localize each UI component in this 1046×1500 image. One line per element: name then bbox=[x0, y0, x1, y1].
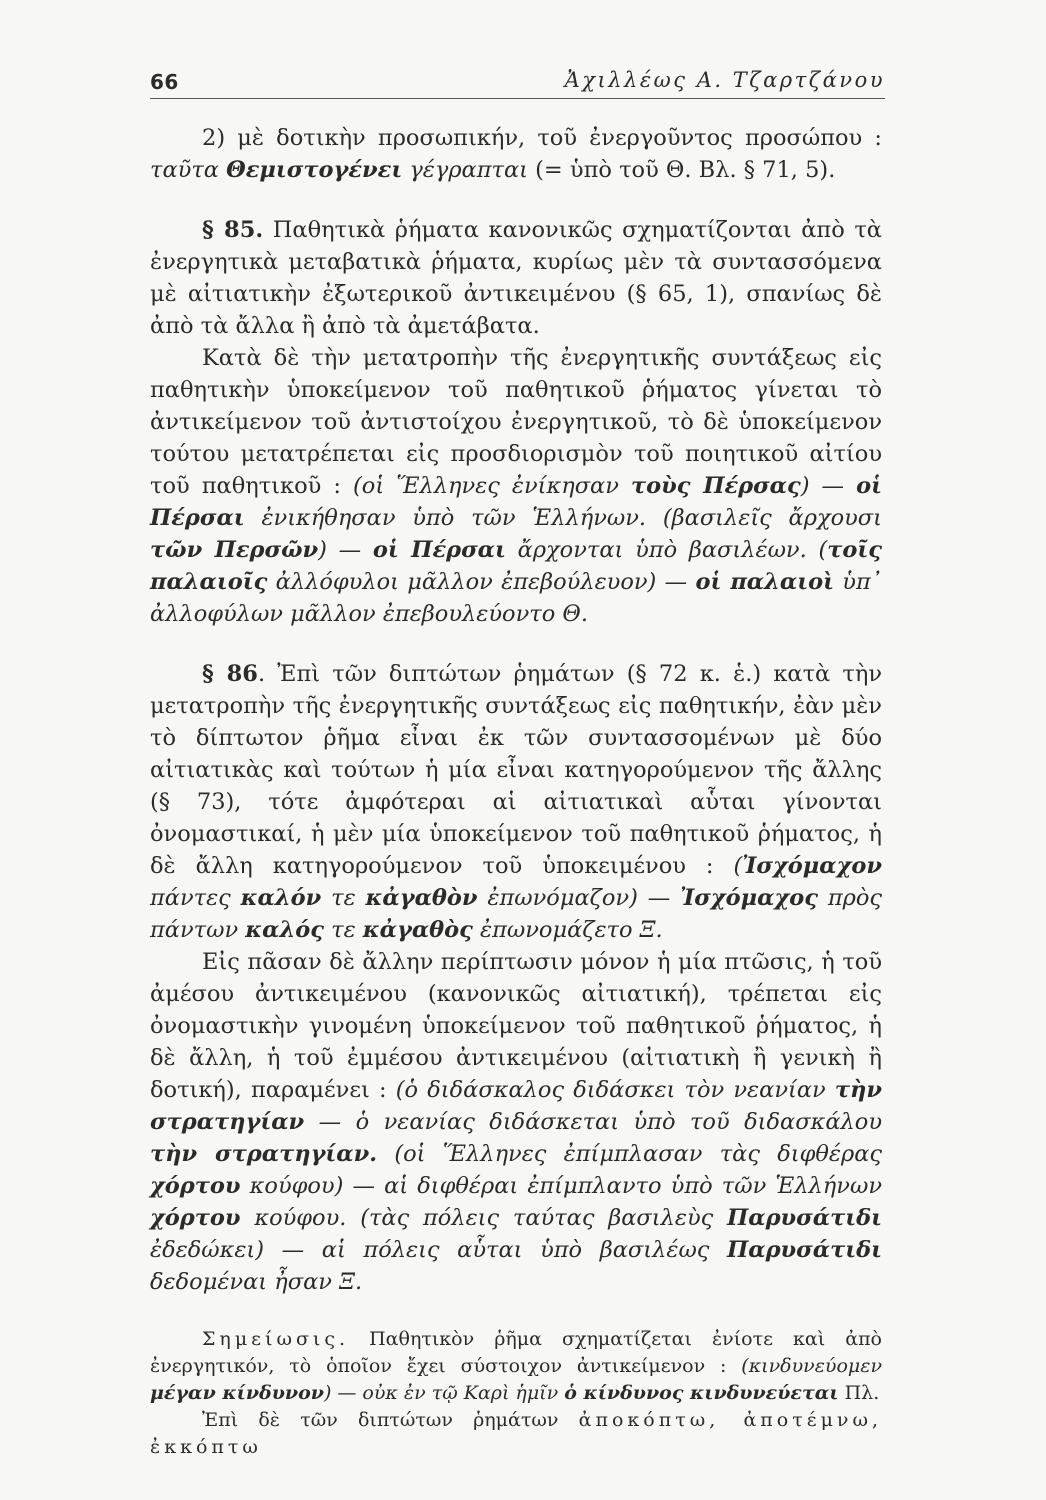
emphasized-text: Θεμιστογένει bbox=[226, 157, 403, 183]
emphasized-text: οἱ παλαιοὶ bbox=[695, 569, 834, 595]
example-text: ) — bbox=[800, 473, 857, 499]
text-run: § 86 bbox=[202, 661, 258, 687]
emphasized-text: καλόν bbox=[240, 885, 322, 911]
example-text: γέγραπται bbox=[402, 157, 528, 183]
text-run: Παθητικὰ ῥήματα κανονικῶς σχηματίζονται ἀπὸ τὰ ἐνεργητικὰ μεταβατικὰ ῥήματα, κυρίως μὲν τὰ συντασσόμενα μὲ αἰτιατικὴν ἐξωτερικοῦ ἀντικειμένου (§ 65, 1), σπανίως δὲ ἀπὸ τὰ ἄλλα ἢ ἀπὸ τὰ ἀμετάβατα. bbox=[150, 217, 882, 339]
text-run: (= ὑπὸ τοῦ Θ. Βλ. § 71, 5). bbox=[528, 157, 836, 183]
note-paragraph bbox=[150, 1407, 882, 1461]
example-text: (ὁ διδάσκαλος διδάσκει τὸν νεανίαν bbox=[395, 1077, 835, 1103]
example-text: κούφου. (τὰς πόλεις ταύτας βασιλεὺς bbox=[240, 1205, 728, 1231]
paragraph bbox=[150, 122, 882, 186]
text-run: Εἰς πᾶσαν δὲ ἄλλην περίπτωσιν μόνον ἡ μία πτῶσις, ἡ τοῦ ἀμέσου ἀντικειμένου (κανονικῶς αἰτιατική), τρέπεται εἰς ὀνομαστικὴν γινομένη ὑποκείμενον τοῦ παθητικοῦ ῥήματος, ἡ δὲ ἄλλη, ἡ τοῦ ἐμμέσου ἀντικειμένου (αἰτιατικὴ ἢ γενικὴ ἢ δοτική), παραμένει : bbox=[150, 949, 882, 1103]
emphasized-text: Ἰσχόμαχον bbox=[742, 853, 882, 879]
example-text: ( bbox=[733, 853, 743, 879]
paragraph bbox=[150, 342, 882, 630]
example-text: τε bbox=[321, 885, 366, 911]
example-text: ταῦτα bbox=[150, 157, 227, 183]
example-text: ) — bbox=[318, 537, 373, 563]
example-text: ἐπωνομάζετο Ξ. bbox=[472, 917, 663, 943]
paragraph bbox=[150, 946, 882, 1298]
text-run: Κατὰ δὲ τὴν μετατροπὴν τῆς ἐνεργητικῆς συντάξεως εἰς παθητικὴν ὑποκείμενον τοῦ παθητικοῦ ῥήματος γίνεται τὸ ἀντικείμενον τοῦ ἀντιστοίχου ἐνεργητικοῦ, τὸ δὲ ὑποκείμενον τούτου μετατρέπεται εἰς προσδιορισμὸν τοῦ ποιητικοῦ αἰτίου τοῦ παθητικοῦ : bbox=[150, 345, 882, 499]
example-text: δεδομέναι ἦσαν Ξ. bbox=[150, 1269, 363, 1295]
example-text: (οἱ Ἕλληνες ἐνίκησαν bbox=[353, 473, 631, 499]
page-number: 66 bbox=[150, 70, 179, 94]
emphasized-text: κἀγαθὸς bbox=[362, 917, 473, 943]
example-text: πρὸς πάντων bbox=[150, 885, 882, 943]
example-text: ὑπ᾽ ἀλλοφύλων μᾶλλον ἐπεβουλεύοντο Θ. bbox=[150, 569, 883, 627]
example-text: πάντες bbox=[150, 885, 241, 911]
emphasized-text: χόρτου bbox=[150, 1205, 241, 1231]
emphasized-text: τὴν στρατηγίαν bbox=[150, 1077, 882, 1135]
page-header bbox=[150, 58, 885, 99]
emphasized-text: μέγαν κίνδυνον bbox=[150, 1382, 324, 1404]
emphasized-text: Παρυσάτιδι bbox=[727, 1205, 882, 1231]
text-run: Πλ. bbox=[838, 1382, 880, 1404]
emphasized-text: ὁ κίνδυνος κινδυνεύεται bbox=[564, 1382, 839, 1404]
example-text: τε bbox=[323, 917, 363, 943]
emphasized-text: Ἰσχόμαχος bbox=[680, 885, 818, 911]
emphasized-text: Παρυσάτιδι bbox=[727, 1237, 882, 1263]
emphasized-text: τὴν στρατηγίαν. bbox=[150, 1141, 378, 1167]
text-run: § 85. bbox=[202, 217, 264, 243]
text-run: Παθητικὸν ῥῆμα σχηματίζεται ἐνίοτε καὶ ἀπὸ ἐνεργητικόν, τὸ ὁποῖον ἔχει σύστοιχον ἀντικείμενον : bbox=[150, 1328, 882, 1377]
note-paragraph bbox=[150, 1326, 882, 1407]
emphasized-text: χόρτου bbox=[150, 1173, 241, 1199]
emphasized-text: τῶν Περσῶν bbox=[150, 537, 319, 563]
example-text: ἀλλόφυλοι μᾶλλον ἐπεβούλευον) — bbox=[267, 569, 696, 595]
example-text: ἐνικήθησαν ὑπὸ τῶν Ἑλλήνων. (βασιλεῖς ἄρχουσι bbox=[244, 505, 882, 531]
section-86-paragraph bbox=[150, 658, 882, 946]
section-85-paragraph bbox=[150, 214, 882, 342]
text-run: Ἐπὶ δὲ τῶν διπτώτων ῥημάτων bbox=[202, 1409, 579, 1431]
example-text: (κινδυνεύομεν bbox=[741, 1355, 882, 1377]
example-text: ἐδεδώκει) — αἱ πόλεις αὗται ὑπὸ βασιλέως bbox=[150, 1237, 728, 1263]
text-run: ἀποκόπτω, ἀποτέμνω, ἐκκόπτω bbox=[150, 1409, 882, 1458]
example-text: ἄρχονται ὑπὸ βασιλέων. ( bbox=[505, 537, 828, 563]
emphasized-text: κἀγαθὸν bbox=[365, 885, 478, 911]
example-text: ἐπωνόμαζον) — bbox=[477, 885, 681, 911]
text-run: Σημείωσις. bbox=[202, 1328, 350, 1350]
body-text bbox=[150, 122, 882, 1461]
text-run: 2) μὲ δοτικὴν προσωπικήν, τοῦ ἐνεργοῦντος προσώπου : bbox=[202, 125, 882, 151]
example-text: κούφου) — αἱ διφθέραι ἐπίμπλαντο ὑπὸ τῶν Ἑλλήνων bbox=[240, 1173, 882, 1199]
text-run: . Ἐπὶ τῶν διπτώτων ῥημάτων (§ 72 κ. ἑ.) κατὰ τὴν μετατροπὴν τῆς ἐνεργητικῆς συντάξεως εἰς παθητικήν, ἐὰν μὲν τὸ δίπτωτον ῥῆμα εἶναι ἐκ τῶν συντασσομένων μὲ δύο αἰτιατικὰς καὶ τούτων ἡ μία εἶναι κατηγορούμενον τῆς ἄλλης (§ 73), τότε ἀμφότεραι αἱ αἰτιατικαὶ αὗται γίνονται ὀνομαστικαί, ἡ μὲν μία ὑποκείμενον τοῦ παθητικοῦ ῥήματος, ἡ δὲ ἄλλη κατηγορούμενον τοῦ ὑποκειμένου : bbox=[150, 661, 883, 879]
emphasized-text: οἱ Πέρσαι bbox=[150, 473, 883, 531]
emphasized-text: τοῖς παλαιοῖς bbox=[150, 537, 882, 595]
emphasized-text: οἱ Πέρσαι bbox=[372, 537, 506, 563]
example-text: (οἱ Ἕλληνες ἐπίμπλασαν τὰς διφθέρας bbox=[377, 1141, 882, 1167]
example-text: — ὁ νεανίας διδάσκεται ὑπὸ τοῦ διδασκάλου bbox=[304, 1109, 882, 1135]
emphasized-text: καλός bbox=[245, 917, 324, 943]
example-text: ) — οὐκ ἐν τῷ Καρὶ ἡμῖν bbox=[323, 1382, 565, 1404]
running-head: Ἀχιλλέως Α. Τζαρτζάνου bbox=[564, 68, 885, 92]
emphasized-text: τοὺς Πέρσας bbox=[631, 473, 801, 499]
